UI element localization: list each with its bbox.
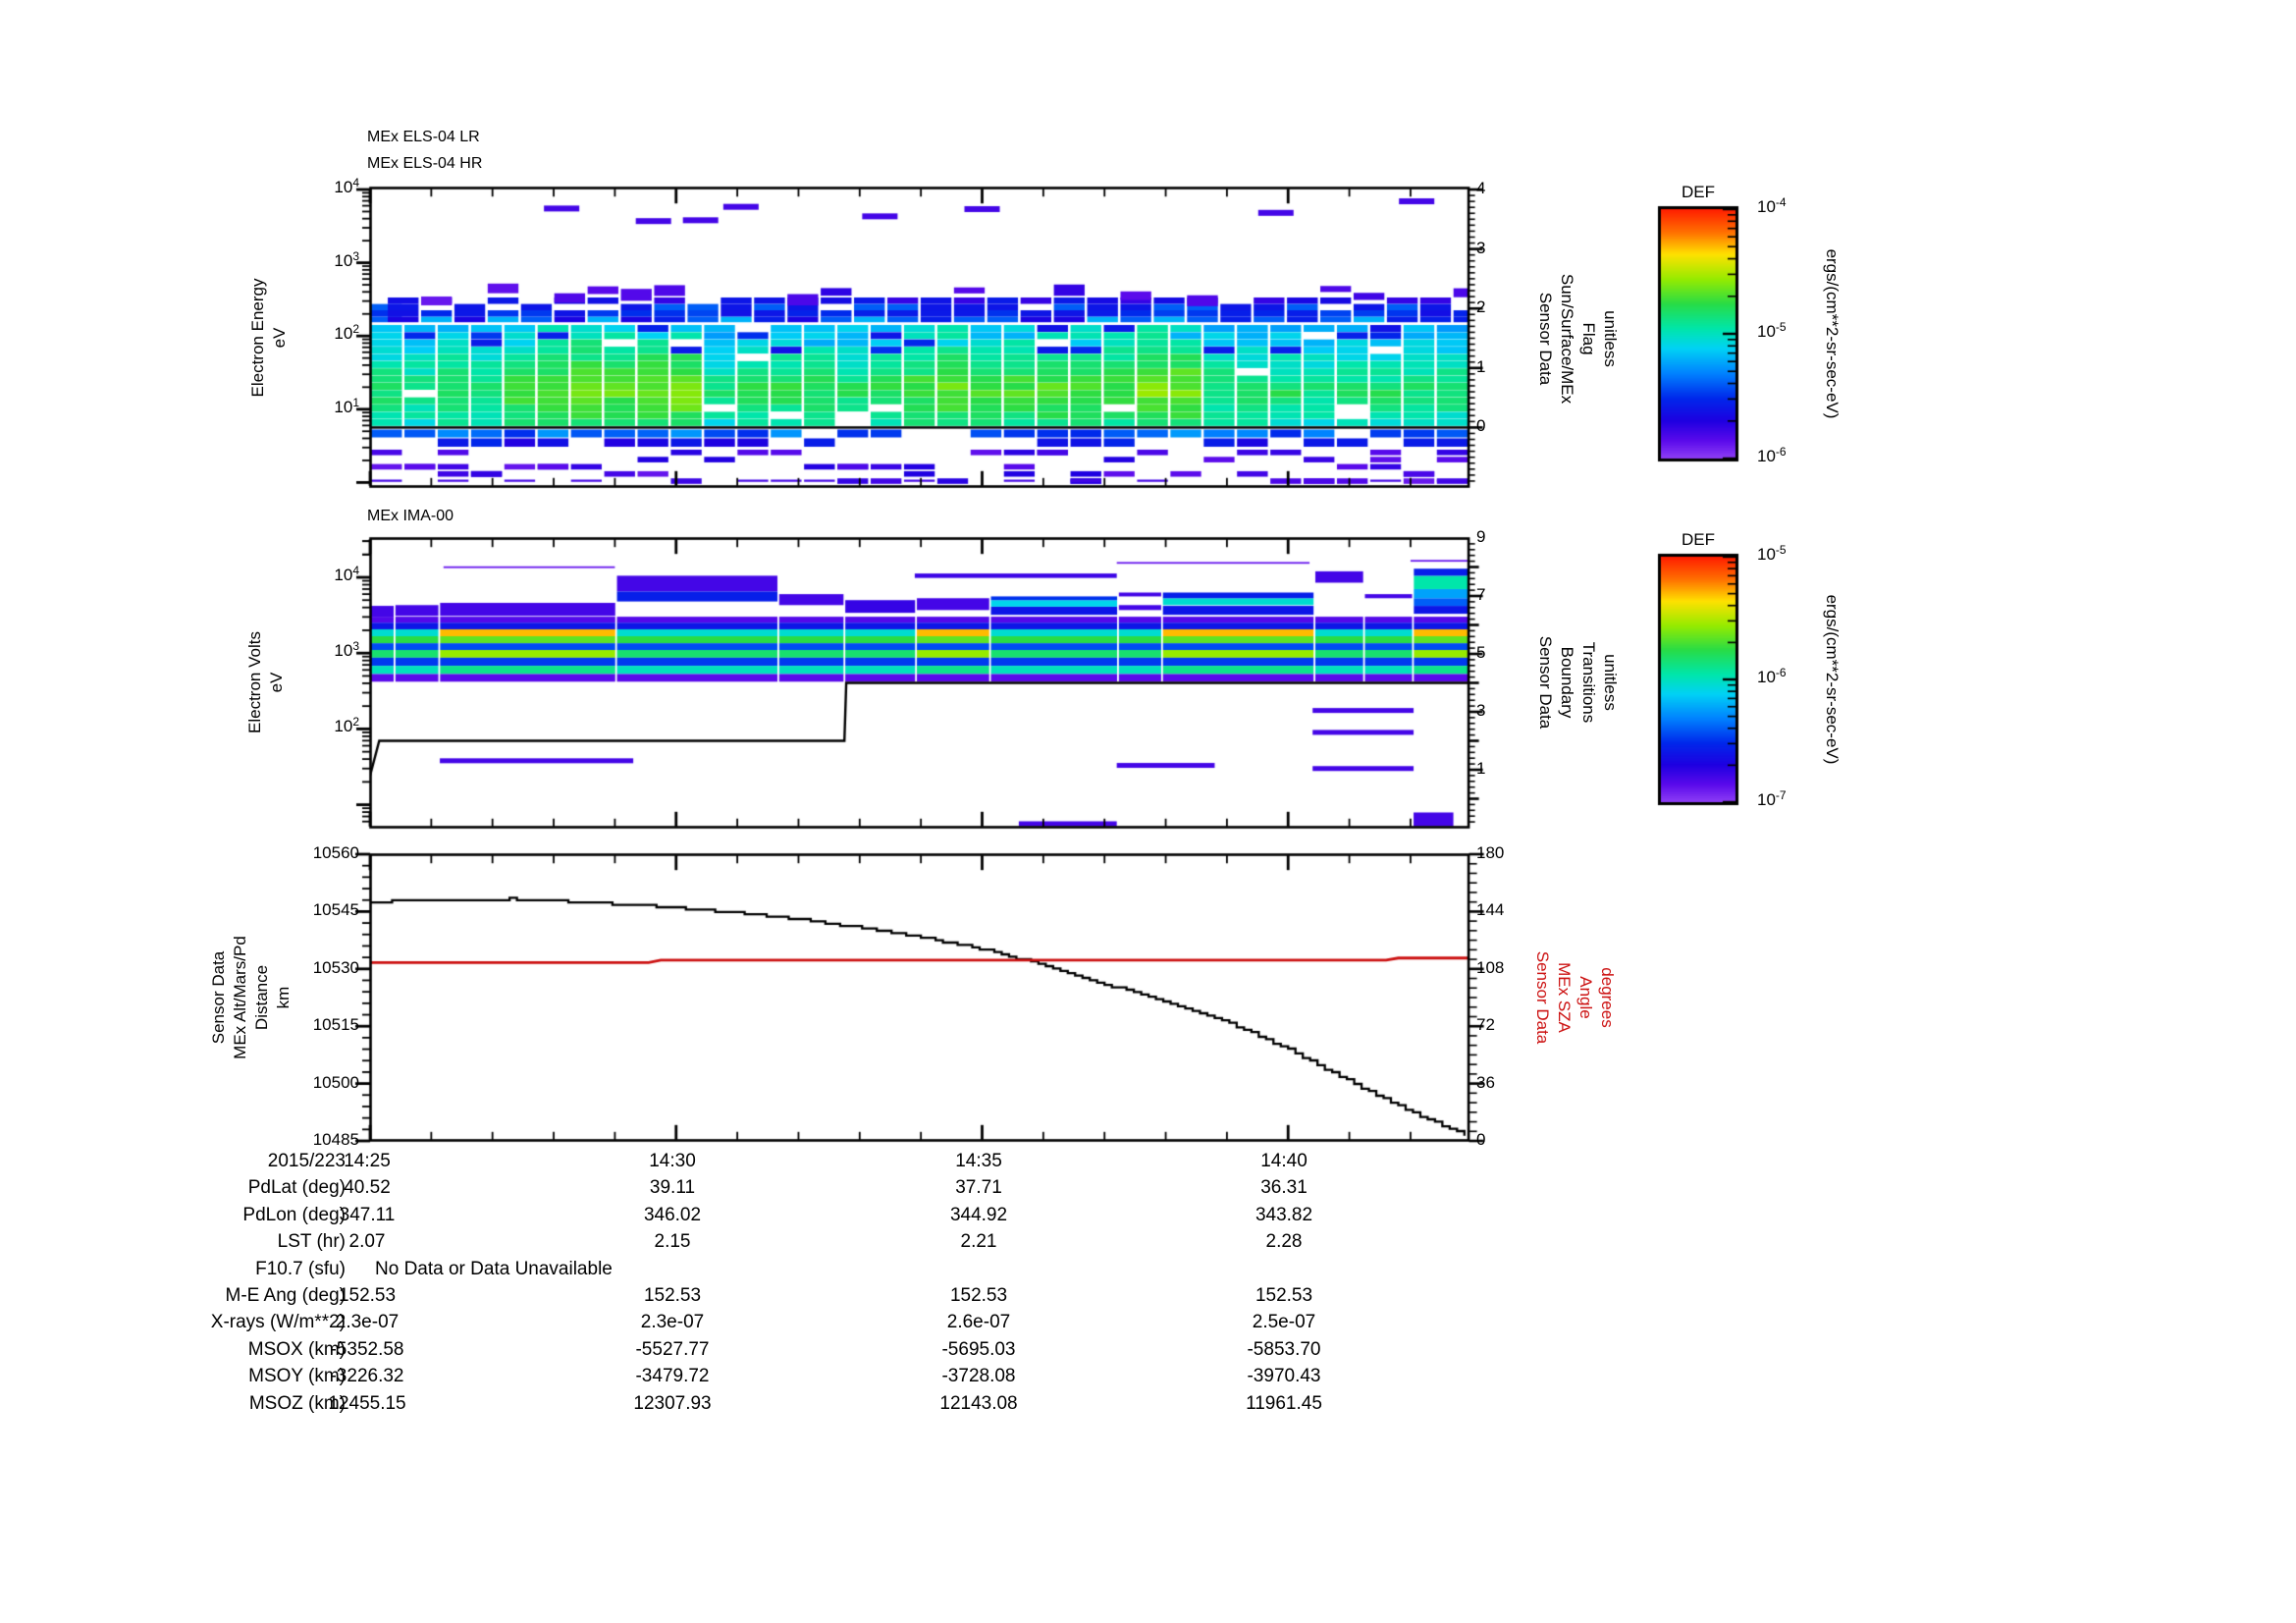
panel1-rlabel-line1: Sensor Data [1536,292,1555,386]
panel1-rtick-0: 0 [1476,416,1486,436]
table-row-8-col-0: -3226.32 [330,1366,404,1387]
panel1-title-line2: MEx ELS-04 HR [367,155,483,172]
table-row-9-col-3: 11961.45 [1246,1392,1322,1414]
panel2-rtick-1: 1 [1476,759,1486,778]
table-row-5-col-0: 152.53 [338,1285,397,1306]
table-row-label-1: PdLat (deg) [247,1177,346,1199]
table-row-label-8: MSOY (km) [248,1366,346,1387]
pan2-rlabel-line2: Boundary [1558,646,1576,719]
table-row-label-9: MSOZ (km) [248,1392,346,1414]
table-row-3-col-1: 2.15 [654,1231,691,1253]
panel1-rlabel-line3: Flag [1579,322,1598,355]
table-row-2-col-0: 347.11 [339,1204,396,1225]
panel3-rtick-108: 108 [1476,957,1505,977]
colorbar1-units: ergs/(cm**2-sr-sec-eV) [1823,248,1842,419]
panel3-rlabel-line1: Sensor Data [1533,950,1552,1045]
table-row-label-3: LST (hr) [277,1231,346,1253]
table-row-1-col-3: 36.31 [1260,1177,1308,1199]
table-row-7-col-0: -5352.58 [330,1338,404,1360]
panel2-ytick-10e3: $10^3$ [334,639,359,661]
table-row-3-col-0: 2.07 [348,1231,386,1253]
panel3-ytick-10560: 10560 [312,843,359,862]
panel2-rlabel-line4: unitless [1601,654,1620,711]
table-row-0-col-3: 14:40 [1260,1151,1308,1171]
panel1-rtick-3: 3 [1476,238,1486,257]
colorbar2-tick-10e-7: $10^{-7}$ [1757,788,1787,809]
table-row-5-col-3: 152.53 [1255,1285,1313,1306]
panel1-ytick-10e1: $10^1$ [334,395,359,416]
panel3-ytick-10545: 10545 [312,900,359,920]
panel1-ytick-10e2: $10^2$ [334,322,359,344]
table-row-7-col-1: -5527.77 [635,1338,710,1360]
panel3-ytick-10485: 10485 [312,1130,359,1149]
table-row-label-0: 2015/223 [267,1151,346,1171]
table-row-6-col-0: 2.3e-07 [335,1312,400,1333]
colorbar2-units-label [1821,532,1842,827]
panel1-ylabel-line2: eV [270,327,289,349]
table-row-3-col-2: 2.21 [960,1231,997,1253]
panel2-rlabel-line1: Sensor Data [1536,635,1555,730]
table-row-label-7: MSOX (km) [247,1338,346,1360]
colorbar2-units: ergs/(cm**2-sr-sec-eV) [1823,594,1842,765]
panel3-rtick-0: 0 [1476,1130,1486,1149]
table-row-6-col-3: 2.5e-07 [1252,1312,1316,1333]
table-row-6-col-1: 2.3e-07 [640,1312,705,1333]
table-row-2-col-2: 344.92 [949,1204,1008,1225]
panel3-ytick-10530: 10530 [312,957,359,977]
panel2-rlabel-line3: Transitions [1579,641,1598,724]
table-row-1-col-2: 37.71 [955,1177,1002,1199]
table-row-1-col-1: 39.11 [649,1177,696,1199]
panel1-ylabel-line1: Electron Energy [248,278,267,398]
panel1-rtick-4: 4 [1476,179,1486,197]
table-row-label-4: F10.7 (sfu) [255,1258,346,1279]
table-row-8-col-2: -3728.08 [941,1366,1016,1387]
panel3-rtick-72: 72 [1476,1015,1495,1035]
table-row-7-col-3: -5853.70 [1247,1338,1321,1360]
table-row-0-col-1: 14:30 [649,1151,696,1171]
table-row-9-col-0: 12455.15 [328,1392,406,1414]
table-row-9-col-1: 12307.93 [633,1392,712,1414]
panel2-rtick-7: 7 [1476,585,1486,604]
table-row-7-col-2: -5695.03 [941,1338,1016,1360]
panel2-y-axis-label [244,535,288,830]
table-row-2-col-1: 346.02 [643,1204,702,1225]
panel2-rtick-9: 9 [1476,527,1486,546]
panel3-rtick-36: 36 [1476,1072,1495,1092]
table-row-5-col-2: 152.53 [949,1285,1008,1306]
panel2-ytick-10e4: $10^4$ [334,564,359,584]
panel3-ylabel-line4: km [274,986,293,1009]
colorbar1-tick-10e-4: $10^{-4}$ [1757,195,1787,216]
table-row-0-col-0: 14:25 [344,1151,391,1171]
table-row-label-5: M-E Ang (deg) [225,1285,346,1306]
panel1-rtick-1: 1 [1476,356,1486,376]
panel1-rlabel-line2: Sun/Surface/MEx [1558,273,1576,405]
table-row-label-2: PdLon (deg) [242,1204,346,1225]
panel3-ylabel-line1: Sensor Data [209,950,228,1045]
panel2-ylabel-line2: eV [267,672,286,693]
panel3-right-axis-label [1531,850,1618,1145]
colorbar1-title: DEF [1682,183,1715,201]
table-row-5-col-1: 152.53 [643,1285,702,1306]
panel3-rlabel-line2: MEx SZA [1555,962,1574,1033]
panel2-ytick-10e2: $10^2$ [334,715,359,736]
panel3-y-axis-label [208,850,294,1145]
table-row-label-6: X-rays (W/m**2) [210,1312,346,1333]
colorbar2-tick-10e-6: $10^{-6}$ [1757,666,1787,686]
colorbar1-tick-10e-5: $10^{-5}$ [1757,320,1787,341]
colorbar2-title: DEF [1682,530,1715,549]
panel1-y-axis-label [247,190,291,485]
colorbar2-tick-10e-5: $10^{-5}$ [1757,543,1787,564]
panel3-ytick-10500: 10500 [312,1072,359,1092]
table-row-2-col-3: 343.82 [1255,1204,1313,1225]
panel3-rtick-144: 144 [1476,900,1505,920]
panel1-ytick-10e3: $10^3$ [334,248,359,270]
panel2-rtick-3: 3 [1476,701,1486,720]
panel2-right-axis-label [1534,535,1621,830]
table-row-9-col-2: 12143.08 [939,1392,1018,1414]
table-row-1-col-0: 40.52 [344,1177,391,1199]
panel2-rtick-5: 5 [1476,643,1486,662]
panel2-ylabel-line1: Electron Volts [245,631,264,733]
table-row-8-col-1: -3479.72 [635,1366,710,1387]
panel1-right-axis-label [1534,191,1621,486]
colorbar1-tick-10e-6: $10^{-6}$ [1757,445,1787,465]
table-row-4-span-text: No Data or Data Unavailable [375,1258,613,1279]
panel3-ylabel-line2: MEx Alt/Mars/Pd [231,936,249,1059]
panel3-rtick-180: 180 [1476,843,1505,862]
panel1-title-line1: MEx ELS-04 LR [367,129,480,145]
table-row-3-col-3: 2.28 [1265,1231,1303,1253]
panel1-ytick-10e4: $10^4$ [334,176,359,196]
panel3-ylabel-line3: Distance [252,964,271,1031]
panel1-rlabel-line4: unitless [1601,310,1620,367]
table-row-6-col-2: 2.6e-07 [946,1312,1011,1333]
panel3-ytick-10515: 10515 [312,1015,359,1035]
table-row-0-col-2: 14:35 [955,1151,1002,1171]
table-row-8-col-3: -3970.43 [1247,1366,1321,1387]
panel3-rlabel-line3: Angle [1576,976,1595,1019]
panel2-title: MEx IMA-00 [367,508,454,524]
panel1-rtick-2: 2 [1476,298,1486,317]
panel3-rlabel-line4: degrees [1598,967,1617,1028]
colorbar1-units-label [1821,187,1842,481]
